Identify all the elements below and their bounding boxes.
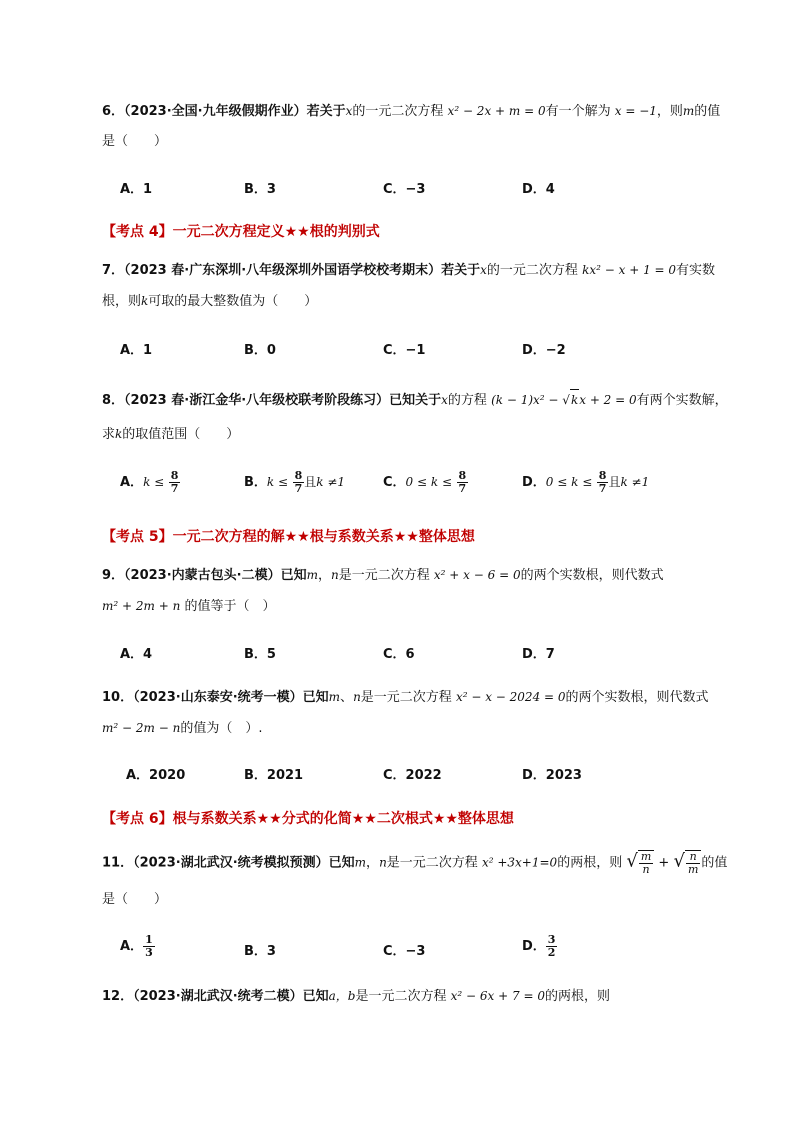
q8-option-c-fraction <box>457 470 469 495</box>
q8-option-b-fraction <box>293 470 305 495</box>
question-11-line-2: 是（ ） <box>102 892 168 907</box>
question-7-line-2 <box>102 291 317 312</box>
q8-var-k: k <box>115 427 123 441</box>
q6-var-x: x <box>345 104 353 118</box>
question-10-line-1 <box>102 687 709 708</box>
q9-var-n: n <box>331 568 339 582</box>
q11-text-mid2: 的两根，则 <box>557 855 623 871</box>
q10-option-c: C．2022 <box>383 768 442 783</box>
q6-text-mid2: 有一个解为 <box>545 104 611 119</box>
q8-option-a-fraction <box>169 470 181 495</box>
fraction-denominator: 7 <box>458 482 467 495</box>
q7-var-k: k <box>141 294 149 308</box>
q8-text-post: 有两个实数解， <box>636 393 728 408</box>
q6-option-d: D．4 <box>522 182 555 197</box>
q11-option-d <box>522 934 557 959</box>
q11-text-post: 的值 <box>701 855 728 871</box>
q11-option-d-label: D． <box>522 939 546 954</box>
section-heading-5: 【考点 5】一元二次方程的解★★根与系数关系★★整体思想 <box>102 529 475 545</box>
q11-text-pre: 11．（2023·湖北武汉·统考模拟预测）已知 <box>102 855 355 871</box>
sqrt-symbol: √ <box>562 393 570 407</box>
fraction-numerator: 8 <box>598 469 607 482</box>
q8-var-x: x <box>441 393 448 407</box>
q8-option-d-fraction <box>597 470 609 495</box>
q10-text-line2-post: 的值为（ ）. <box>180 721 263 736</box>
q8-option-b-expr: k ≤ <box>266 475 289 489</box>
q7-text-pre: 7．（2023 春·广东深圳·八年级深圳外国语学校校考期末）若关于 <box>102 263 481 278</box>
q8-option-c <box>383 470 468 495</box>
q10-equation: x² − x − 2024 = 0 <box>455 690 566 704</box>
fraction-numerator: 1 <box>145 933 153 946</box>
q11-sqrt-n-over-m <box>685 850 701 876</box>
q8-option-b <box>244 470 345 495</box>
fraction-denominator: 2 <box>547 946 556 959</box>
q8-text-line2-pre: 求 <box>102 427 116 442</box>
q7-text-line2-post: 可取的最大整数值为（ ） <box>148 294 318 309</box>
q8-option-b-cond: k ≠1 <box>316 475 346 489</box>
q9-comma: ， <box>318 568 332 583</box>
question-11-line-1 <box>102 850 727 876</box>
q7-equation: kx² − x + 1 = 0 <box>582 263 677 277</box>
fraction-denominator: 7 <box>598 482 607 495</box>
q11-sqrt-m-over-n <box>638 850 654 876</box>
fraction-denominator: n <box>642 863 650 876</box>
q11-option-a-label: A． <box>120 939 144 954</box>
q9-option-a: A．4 <box>120 647 153 662</box>
q10-var-n: n <box>353 690 361 704</box>
q11-option-d-fraction <box>546 934 558 959</box>
question-12-line-1 <box>102 986 610 1007</box>
q6-equation: x² − 2x + m = 0 <box>447 104 546 118</box>
q9-option-d: D．7 <box>522 647 555 662</box>
q12-vars: a，b <box>328 989 356 1003</box>
fraction-denominator: 7 <box>294 482 303 495</box>
q9-equation: x² + x − 6 = 0 <box>433 568 521 582</box>
question-10-line-2 <box>102 718 262 739</box>
q8-equation <box>491 393 637 407</box>
question-6-line-2: 是（ ） <box>102 134 168 149</box>
q7-text-post: 有实数 <box>676 263 716 278</box>
question-7-line-1 <box>102 260 715 281</box>
q10-expression: m² − 2m − n <box>102 721 181 735</box>
question-9-line-1 <box>102 565 664 586</box>
q11-option-a-fraction <box>143 934 155 959</box>
q11-var-n: n <box>379 855 387 870</box>
q12-equation: x² − 6x + 7 = 0 <box>450 989 545 1003</box>
q11-option-c: C．−3 <box>383 944 426 959</box>
q8-option-b-tail: 且 <box>304 475 317 489</box>
q12-text-post: 的两根，则 <box>544 989 610 1004</box>
q8-option-c-expr: 0 ≤ k ≤ <box>405 475 453 489</box>
q8-option-a <box>120 470 180 495</box>
q8-option-a-label: A． <box>120 475 144 490</box>
q10-option-b: B．2021 <box>244 768 304 783</box>
q9-text-post: 的两个实数根，则代数式 <box>520 568 664 583</box>
q9-expression: m² + 2m + n <box>102 599 181 613</box>
q8-option-d <box>522 470 649 495</box>
q6-text-mid3: ，则 <box>656 104 683 119</box>
fraction-numerator: 8 <box>170 469 179 482</box>
fraction-denominator: 3 <box>145 946 153 959</box>
q9-option-c: C．6 <box>383 647 415 662</box>
question-8-line-1 <box>102 389 728 411</box>
q10-text-post: 的两个实数根，则代数式 <box>565 690 709 705</box>
q8-option-d-expr: 0 ≤ k ≤ <box>545 475 593 489</box>
q8-equation-sqrt-arg: k <box>570 389 579 410</box>
section-heading-4: 【考点 4】一元二次方程定义★★根的判别式 <box>102 224 380 240</box>
q10-option-d: D．2023 <box>522 768 582 783</box>
q9-text-pre: 9．（2023·内蒙古包头·二模）已知 <box>102 568 307 583</box>
q11-option-b: B．3 <box>244 944 276 959</box>
fraction-denominator: 7 <box>170 482 179 495</box>
q10-var-m: m <box>328 690 341 704</box>
question-9-line-2 <box>102 596 275 617</box>
q6-var-m: m <box>682 104 695 118</box>
fraction-numerator: m <box>640 850 652 863</box>
q11-comma: ， <box>366 855 380 871</box>
q8-option-d-label: D． <box>522 475 546 490</box>
fraction-numerator: 3 <box>547 933 556 946</box>
fraction-numerator: 8 <box>294 469 303 482</box>
q6-text-post: 的值 <box>694 104 721 119</box>
q6-text-mid: 的一元二次方程 <box>352 104 444 119</box>
q7-text-line2-pre: 根，则 <box>102 294 142 309</box>
q8-option-c-label: C． <box>383 475 406 490</box>
q6-solution: x = −1 <box>614 104 657 118</box>
q12-text-pre: 12．（2023·湖北武汉·统考二模）已知 <box>102 989 329 1004</box>
q6-text-pre: 6．（2023·全国·九年级假期作业）若关于 <box>102 104 346 119</box>
question-6-line-1 <box>102 101 720 122</box>
q11-text-mid: 是一元二次方程 <box>386 855 478 871</box>
q6-option-c: C．−3 <box>383 182 426 197</box>
sqrt-symbol: √ <box>673 850 685 872</box>
q11-option-a <box>120 934 155 959</box>
q7-var-x: x <box>480 263 487 277</box>
q9-text-mid: 是一元二次方程 <box>338 568 430 583</box>
q11-plus: + <box>658 855 670 871</box>
q6-option-b: B．3 <box>244 182 276 197</box>
q10-sep: 、 <box>340 690 354 705</box>
q7-option-d: D．−2 <box>522 343 566 358</box>
q10-text-mid: 是一元二次方程 <box>360 690 452 705</box>
q8-option-b-label: B． <box>244 475 267 490</box>
fraction-numerator: 8 <box>458 469 467 482</box>
q6-option-a: A．1 <box>120 182 153 197</box>
section-heading-6: 【考点 6】根与系数关系★★分式的化简★★二次根式★★整体思想 <box>102 811 514 827</box>
q7-option-a: A．1 <box>120 343 153 358</box>
fraction-denominator: m <box>687 863 699 876</box>
q8-equation-part-b: x + 2 = 0 <box>579 393 637 407</box>
q12-text-mid: 是一元二次方程 <box>355 989 447 1004</box>
q8-option-d-tail: 且 <box>608 475 621 489</box>
q9-var-m: m <box>306 568 318 582</box>
q8-text-line2-post: 的取值范围（ ） <box>122 427 240 442</box>
q9-text-line2-post: 的值等于（ ） <box>184 599 276 614</box>
q8-equation-part-a: (k − 1)x² − <box>491 393 563 407</box>
q8-text-mid: 的方程 <box>447 393 487 408</box>
q8-option-d-cond: k ≠1 <box>620 475 650 489</box>
q8-option-a-expr: k ≤ <box>143 475 165 489</box>
q11-equation: x² +3x+1=0 <box>481 855 558 870</box>
q7-option-c: C．−1 <box>383 343 426 358</box>
q10-option-a: A．2020 <box>126 768 186 783</box>
q11-var-m: m <box>354 855 367 870</box>
q7-text-mid: 的一元二次方程 <box>486 263 578 278</box>
q8-text-pre: 8．（2023 春·浙江金华·八年级校联考阶段练习）已知关于 <box>102 393 442 408</box>
q9-option-b: B．5 <box>244 647 276 662</box>
q10-text-pre: 10．（2023·山东泰安·统考一模）已知 <box>102 690 329 705</box>
question-8-line-2 <box>102 424 239 445</box>
fraction-numerator: n <box>686 851 700 864</box>
q7-option-b: B．0 <box>244 343 276 358</box>
sqrt-symbol: √ <box>626 850 638 872</box>
